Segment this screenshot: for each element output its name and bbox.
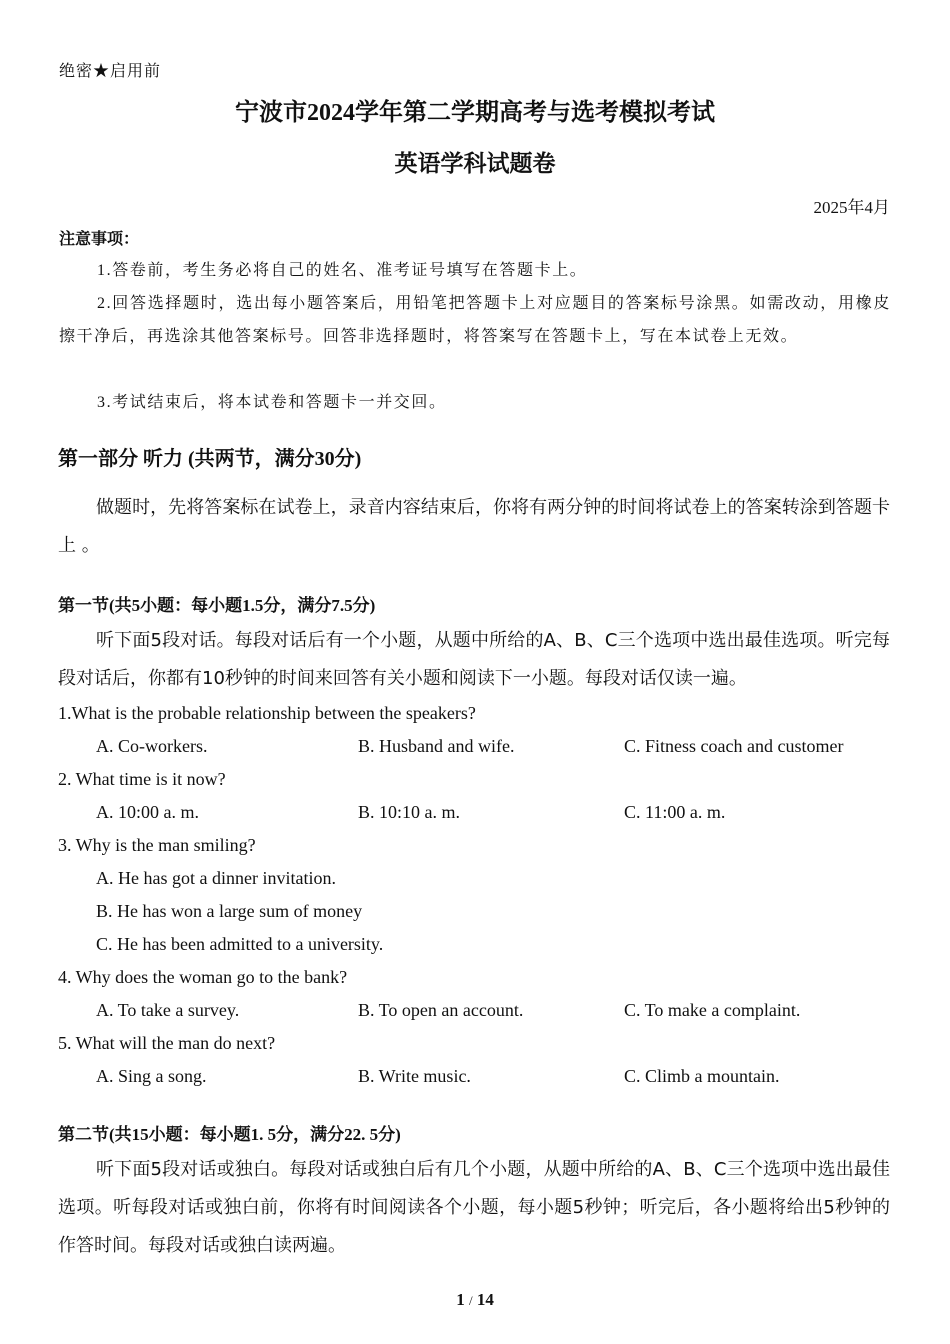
question-2-stem: 2. What time is it now? [58, 769, 226, 789]
question-5-option-a: A. Sing a song. [96, 1066, 207, 1086]
exam-date: 2025年4月 [813, 198, 890, 217]
question-5-option-c: C. Climb a mountain. [624, 1066, 780, 1086]
secret-mark: 绝密★启用前 [59, 63, 162, 80]
section2-intro: 听下面5段对话或独白。每段对话或独白后有几个小题，从题中所给的A、B、C三个选项中选出最佳选项。听每段对话或独白前，你将有时间阅读各个小题，每小题5秒钟；听完后，各小题将给出5秒钟的作答时间。每段对话或独白读两遍。 [58, 1159, 890, 1256]
page-total: 14 [476, 1290, 494, 1309]
section2-heading: 第二节(共15小题：每小题1. 5分，满分22. 5分) [58, 1125, 401, 1144]
question-4-option-b: B. To open an account. [358, 1000, 524, 1020]
exam-subtitle: 英语学科试题卷 [394, 151, 556, 177]
question-1-option-a: A. Co-workers. [96, 736, 208, 756]
page-current: 1 [456, 1290, 465, 1309]
question-3-option-b: B. He has won a large sum of money [96, 901, 363, 921]
question-2-option-c: C. 11:00 a. m. [624, 802, 726, 822]
question-2-option-a: A. 10:00 a. m. [96, 802, 199, 822]
question-1-option-b: B. Husband and wife. [358, 736, 515, 756]
section1-intro: 听下面5段对话。每段对话后有一个小题，从题中所给的A、B、C三个选项中选出最佳选项。听完每段对话后，你都有10秒钟的时间来回答有关小题和阅读下一小题。每段对话仅读一遍。 [58, 630, 890, 689]
question-3-option-a: A. He has got a dinner invitation. [96, 868, 336, 888]
question-2-option-b: B. 10:10 a. m. [358, 802, 460, 822]
notice-heading: 注意事项： [59, 229, 140, 248]
notice-item-1: 1.答卷前，考生务必将自己的姓名、准考证号填写在答题卡上。 [97, 262, 588, 279]
question-4-option-c: C. To make a complaint. [624, 1000, 801, 1020]
question-5-option-b: B. Write music. [358, 1066, 471, 1086]
exam-title: 宁波市2024学年第二学期高考与选考模拟考试 [235, 100, 715, 126]
question-5-stem: 5. What will the man do next? [58, 1033, 276, 1053]
part1-heading: 第一部分 听力 (共两节，满分30分) [58, 448, 362, 470]
notice-item-3: 3.考试结束后，将本试卷和答题卡一并交回。 [97, 394, 447, 411]
notice-item-2: 2.回答选择题时，选出每小题答案后，用铅笔把答题卡上对应题目的答案标号涂黑。如需改动，用橡皮擦干净后，再选涂其他答案标号。回答非选择题时，将答案写在答题卡上，写在本试卷上无效。 [59, 295, 891, 345]
question-4-stem: 4. Why does the woman go to the bank? [58, 967, 348, 987]
question-3-option-c: C. He has been admitted to a university. [96, 934, 384, 954]
question-1-option-c: C. Fitness coach and customer [624, 736, 844, 756]
question-1-stem: 1.What is the probable relationship between the speakers? [58, 703, 476, 723]
part1-intro: 做题时，先将答案标在试卷上，录音内容结束后，你将有两分钟的时间将试卷上的答案转涂到答题卡上 。 [58, 497, 890, 556]
question-3-stem: 3. Why is the man smiling? [58, 835, 256, 855]
section1-heading: 第一节(共5小题：每小题1.5分，满分7.5分) [58, 596, 376, 615]
question-4-option-a: A. To take a survey. [96, 1000, 240, 1020]
page-number [0, 1290, 950, 1310]
page-separator: / [468, 1293, 473, 1308]
